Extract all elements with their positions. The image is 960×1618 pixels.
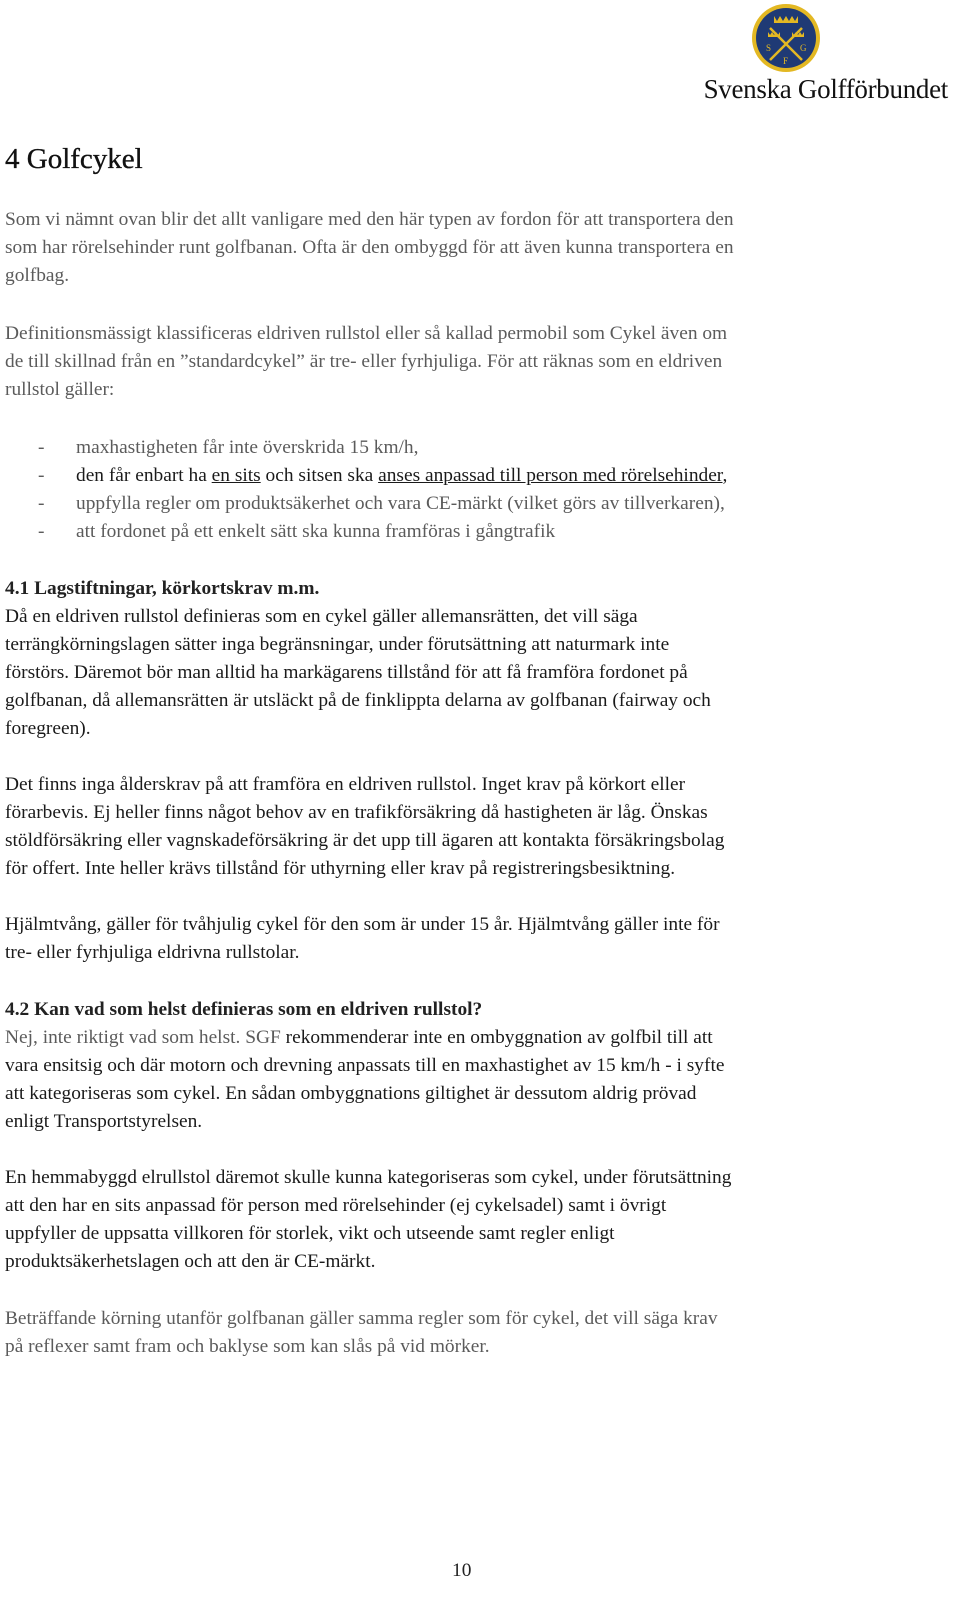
text-line: tre- eller fyrhjuliga eldrivna rullstolar. (5, 942, 300, 963)
section-heading-4-1: 4.1 Lagstiftningar, körkortskrav m.m. (5, 578, 320, 599)
text-line: En hemmabyggd elrullstol däremot skulle kunna kategoriseras som cykel, under förutsättning (5, 1167, 732, 1188)
list-item-text: att fordonet på ett enkelt sätt ska kunna framföras i gångtrafik (76, 521, 556, 542)
section-4-1-paragraph-1 (5, 603, 950, 743)
underlined-text: anses anpassad till person med rörelsehinder (378, 465, 723, 486)
requirements-list (5, 434, 727, 546)
list-item-text: maxhastigheten får inte överskrida 15 km/h, (76, 437, 419, 458)
text-line (5, 1024, 950, 1052)
text-span: rekommenderar inte en ombyggnation av golfbil till att (285, 1027, 713, 1048)
text-line: förstörs. Däremot bör man alltid ha markägarens tillstånd för att få framföra fordonet på (5, 662, 688, 683)
text-line: Då en eldriven rullstol definieras som en cykel gäller allemansrätten, det vill säga (5, 606, 638, 627)
text-line: att kategoriseras som cykel. En sådan ombyggnations giltighet är dessutom aldrig prövad (5, 1083, 697, 1104)
section-4-1-paragraph-3 (5, 911, 950, 967)
list-item (5, 518, 727, 546)
list-item (5, 490, 727, 518)
section-4-2-paragraph-2 (5, 1164, 950, 1276)
underlined-text: en sits (211, 465, 261, 486)
list-dash: - (38, 493, 45, 514)
text-line: uppfyller de uppsatta villkoren för storlek, vikt och utseende samt regler enligt (5, 1223, 615, 1244)
list-item-text: den får enbart ha (76, 465, 212, 486)
text-line: på reflexer samt fram och baklyse som kan slås på vid mörker. (5, 1336, 490, 1357)
text-line: terrängkörningslagen sätter inga begränsningar, under förutsättning att naturmark inte (5, 634, 670, 655)
list-item (5, 462, 727, 490)
section-4-2-paragraph-1 (5, 1024, 950, 1136)
text-span: Nej, inte riktigt vad som helst. SGF (5, 1027, 286, 1048)
intro-p2-line-1: Definitionsmässigt klassificeras eldriven rullstol eller så kallad permobil som Cykel även om (5, 323, 728, 344)
list-dash: - (38, 521, 45, 542)
list-item-text: , (722, 465, 728, 486)
text-line: vara ensitsig och där motorn och drevning anpassats till en maxhastighet av 15 km/h - i syfte (5, 1055, 725, 1076)
text-line: att den har en sits anpassad för person med rörelsehinder (ej cykelsadel) samt i övrigt (5, 1195, 667, 1216)
list-item-text: uppfylla regler om produktsäkerhet och vara CE-märkt (vilket görs av tillverkaren), (76, 493, 725, 514)
emblem-letter-g: G (800, 43, 807, 53)
emblem-letter-s: S (766, 43, 772, 53)
logo-text: Svenska Golfförbundet (703, 74, 948, 104)
intro-paragraph-1 (5, 206, 950, 290)
intro-paragraph-2 (5, 320, 950, 404)
list-dash: - (38, 465, 45, 486)
text-line: Det finns inga ålderskrav på att framföra en eldriven rullstol. Inget krav på körkort eller (5, 774, 686, 795)
section-4-1-paragraph-2 (5, 771, 950, 883)
text-line: Hjälmtvång, gäller för tvåhjulig cykel för den som är under 15 år. Hjälmtvång gäller inte för (5, 914, 720, 935)
text-line: enligt Transportstyrelsen. (5, 1111, 203, 1132)
text-line: foregreen). (5, 718, 91, 739)
intro-p1-line-1: Som vi nämnt ovan blir det allt vanligare med den här typen av fordon för att transportera den (5, 209, 734, 230)
text-line: produktsäkerhetslagen och att den är CE-märkt. (5, 1251, 376, 1272)
text-line: för offert. Inte heller krävs tillstånd för uthyrning eller krav på registreringsbesiktning. (5, 858, 676, 879)
text-line: förarbevis. Ej heller finns något behov av en trafikförsäkring då hastigheten är låg. Önskas (5, 802, 708, 823)
section-4-2-paragraph-3 (5, 1305, 950, 1361)
page-title: 4 Golfcykel (5, 143, 143, 175)
section-heading-4-2: 4.2 Kan vad som helst definieras som en eldriven rullstol? (5, 999, 483, 1020)
sgf-emblem-icon (750, 2, 822, 74)
intro-p1-line-2: som har rörelsehinder runt golfbanan. Ofta är den ombyggd för att även kunna transportera en (5, 237, 734, 258)
page-number: 10 (452, 1560, 472, 1581)
text-line: golfbanan, då allemansrätten är utsläckt på de finklippta delarna av golfbanan (fairway och (5, 690, 711, 711)
intro-p2-line-3: rullstol gäller: (5, 379, 115, 400)
svenska-golfforbundet-logo (660, 0, 960, 110)
list-item-text: och sitsen ska (260, 465, 379, 486)
emblem-letter-f: F (783, 56, 789, 66)
intro-p1-line-3: golfbag. (5, 265, 70, 286)
text-line: Beträffande körning utanför golfbanan gäller samma regler som för cykel, det vill säga krav (5, 1308, 718, 1329)
list-dash: - (38, 437, 45, 458)
text-line: stöldförsäkring eller vagnskadeförsäkring är det upp till ägaren att kontakta försäkringsbolag (5, 830, 725, 851)
list-item (5, 434, 727, 462)
intro-p2-line-2: de till skillnad från en ”standardcykel” är tre- eller fyrhjuliga. För att räknas som en eldriven (5, 351, 723, 372)
